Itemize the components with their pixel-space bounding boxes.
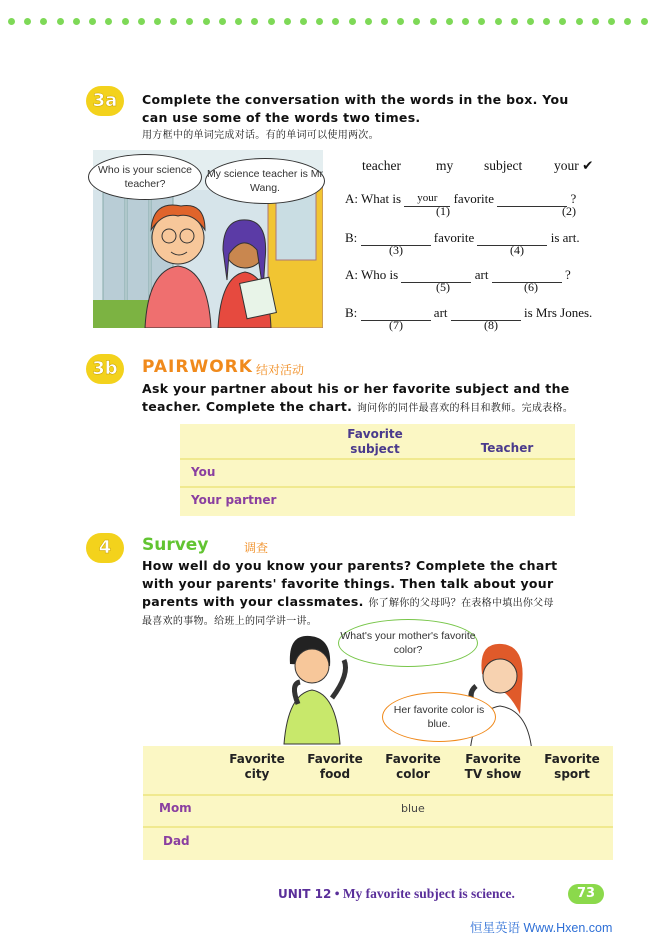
border-dot <box>397 18 404 25</box>
border-dot <box>219 18 226 25</box>
row-mom: Mom <box>159 801 192 815</box>
footer-bullet: • <box>334 886 340 901</box>
instruction-line: Ask your partner about his or her favorite subject and the <box>142 381 570 396</box>
border-dot <box>446 18 453 25</box>
chart-divider <box>180 458 575 460</box>
dialogue-word: art <box>433 305 448 320</box>
chart-divider <box>143 826 613 828</box>
border-dot <box>73 18 80 25</box>
dialogue-line-4 <box>345 305 592 321</box>
border-dot <box>235 18 242 25</box>
border-dot <box>608 18 615 25</box>
instruction-line: Complete the conversation with the words in the box. You <box>142 92 569 107</box>
pairwork-title: PAIRWORK <box>142 357 253 377</box>
instruction-chinese: 用方框中的单词完成对话。有的单词可以使用两次。 <box>142 130 379 141</box>
dialogue-end: is art. <box>550 230 580 245</box>
border-dot <box>462 18 469 25</box>
header-line: color <box>396 767 430 781</box>
border-dot <box>316 18 323 25</box>
blank-number: (7) <box>389 318 403 332</box>
header-line: Favorite <box>347 427 403 441</box>
blank-number: (4) <box>510 243 524 257</box>
instruction-line <box>142 398 573 418</box>
section-4-badge: 4 <box>86 533 124 563</box>
blank-number: (6) <box>524 280 538 294</box>
instruction-line: How well do you know your parents? Complete the chart <box>142 558 558 573</box>
header-line: Favorite <box>385 752 441 766</box>
col-favorite-sport <box>535 752 609 782</box>
border-dot <box>576 18 583 25</box>
footer-unit-title <box>278 886 515 902</box>
speaker-text: B: <box>345 230 358 245</box>
instruction-line <box>142 593 557 613</box>
border-dot <box>349 18 356 25</box>
header-line: Favorite <box>229 752 285 766</box>
cell-mom-color: blue <box>401 802 425 815</box>
section-4-instruction <box>142 557 557 631</box>
blank-number: (8) <box>484 318 498 332</box>
blank-2[interactable] <box>497 192 567 207</box>
border-dot <box>8 18 15 25</box>
col-favorite-tv-show <box>454 752 532 782</box>
speech-bubble-question: What's your mother's favorite color? <box>338 619 478 667</box>
border-dot <box>527 18 534 25</box>
pairwork-chart <box>180 424 575 516</box>
header-line: Favorite <box>544 752 600 766</box>
dialogue-word: favorite <box>453 191 495 206</box>
border-dot <box>624 18 631 25</box>
row-dad: Dad <box>163 834 190 848</box>
speech-bubble-question: Who is your science teacher? <box>88 154 202 200</box>
unit-label: UNIT 12 <box>278 887 332 901</box>
border-dot <box>24 18 31 25</box>
col-favorite-color <box>376 752 450 782</box>
section-3b-badge: 3b <box>86 354 124 384</box>
instruction-chinese: 询问你的同伴最喜欢的科目和教师。完成表格。 <box>356 403 574 414</box>
border-dot <box>641 18 648 25</box>
watermark-text: 恒星英语 Www.Hxen.com <box>470 921 613 935</box>
instruction-chinese: 你了解你的父母吗？在表格中填出你父母 <box>368 598 554 609</box>
border-dot <box>495 18 502 25</box>
border-dot <box>559 18 566 25</box>
chart-divider <box>143 794 613 796</box>
speaker-text: A: What is <box>345 191 402 206</box>
instruction-text: parents with your classmates. <box>142 594 364 609</box>
blank-1[interactable]: your <box>404 192 450 207</box>
border-dot <box>57 18 64 25</box>
blank-number: (5) <box>436 280 450 294</box>
chart-divider <box>180 486 575 488</box>
unit-title: My favorite subject is science. <box>342 886 515 901</box>
pairwork-title-chinese: 结对活动 <box>256 363 305 377</box>
blank-number: (1) <box>436 204 450 218</box>
word-box-item: teacher <box>362 158 401 173</box>
speaker-text: A: Who is <box>345 267 399 282</box>
border-dot <box>40 18 47 25</box>
border-dot <box>478 18 485 25</box>
page-number: 73 <box>568 884 604 904</box>
word-box-item: your ✔ <box>554 158 594 173</box>
col-favorite-city <box>220 752 294 782</box>
border-dot <box>186 18 193 25</box>
border-dot <box>268 18 275 25</box>
top-dot-border <box>8 18 648 32</box>
border-dot <box>511 18 518 25</box>
header-line: Favorite <box>465 752 521 766</box>
word-box-item: my <box>436 158 454 173</box>
instruction-text: teacher. Complete the chart. <box>142 399 353 414</box>
border-dot <box>413 18 420 25</box>
section-3a-badge: 3a <box>86 86 124 116</box>
speaker-text: B: <box>345 305 358 320</box>
border-dot <box>332 18 339 25</box>
border-dot <box>154 18 161 25</box>
border-dot <box>543 18 550 25</box>
border-dot <box>592 18 599 25</box>
blank-number: (3) <box>389 243 403 257</box>
header-line: TV show <box>464 767 522 781</box>
border-dot <box>122 18 129 25</box>
survey-chart <box>143 746 613 860</box>
dialogue-line-1 <box>345 191 576 207</box>
border-dot <box>381 18 388 25</box>
border-dot <box>430 18 437 25</box>
col-favorite-food <box>298 752 372 782</box>
border-dot <box>251 18 258 25</box>
row-your-partner: Your partner <box>191 493 277 507</box>
dialogue-end: ? <box>570 191 577 206</box>
dialogue-end: is Mrs Jones. <box>524 305 593 320</box>
border-dot <box>365 18 372 25</box>
header-line: food <box>319 767 351 781</box>
header-line: city <box>244 767 270 781</box>
instruction-line: with your parents' favorite things. Then talk about your <box>142 576 554 591</box>
header-line: Favorite <box>307 752 363 766</box>
col-favorite-subject <box>320 427 430 457</box>
dialogue-end: ? <box>564 267 571 282</box>
word-box-item: subject <box>484 158 523 173</box>
blank-number: (2) <box>562 204 576 218</box>
header-line: sport <box>554 767 590 781</box>
border-dot <box>89 18 96 25</box>
instruction-line: can use some of the words two times. <box>142 110 421 125</box>
section-3a-instruction <box>142 91 569 145</box>
survey-title: Survey <box>142 535 209 555</box>
border-dot <box>138 18 145 25</box>
dialogue-word: art <box>474 267 489 282</box>
border-dot <box>203 18 210 25</box>
speech-bubble-answer: Her favorite color is blue. <box>382 692 496 742</box>
dialogue-line-2 <box>345 230 580 246</box>
row-you: You <box>191 465 216 479</box>
border-dot <box>105 18 112 25</box>
border-dot <box>300 18 307 25</box>
border-dot <box>170 18 177 25</box>
dialogue-word: favorite <box>433 230 475 245</box>
border-dot <box>284 18 291 25</box>
speech-bubble-answer: My science teacher is Mr Wang. <box>205 158 325 204</box>
survey-title-chinese: 调查 <box>244 541 269 555</box>
col-teacher: Teacher <box>480 441 534 455</box>
section-3b-instruction <box>142 380 573 418</box>
header-line: subject <box>350 442 400 456</box>
instruction-chinese: 最喜欢的事物。给班上的同学讲一讲。 <box>142 616 318 627</box>
